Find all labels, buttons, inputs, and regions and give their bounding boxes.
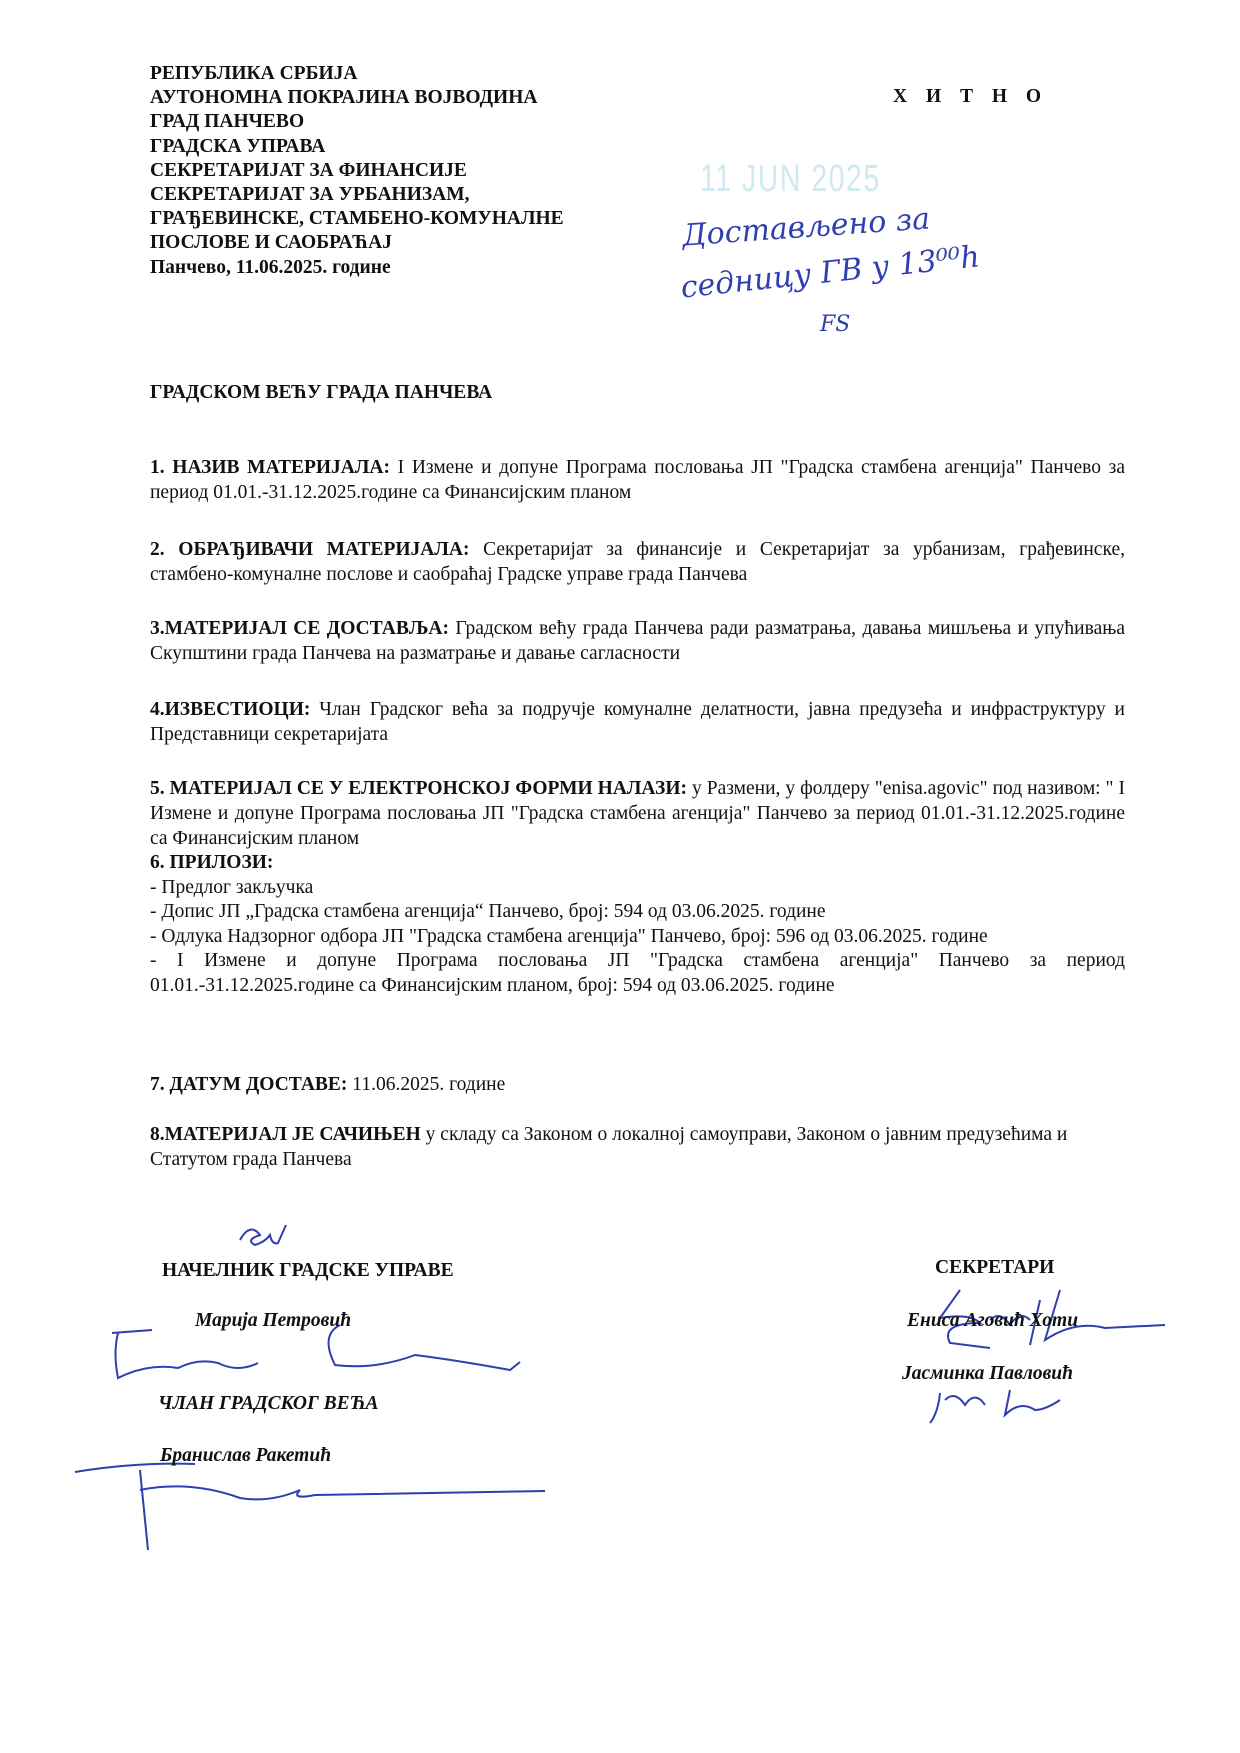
section-label: 5. МАТЕРИЈАЛ СЕ У ЕЛЕКТРОНСКОЈ ФОРМИ НАЛАЗИ: <box>150 778 687 799</box>
header-line: СЕКРЕТАРИЈАТ ЗА УРБАНИЗАМ, <box>150 184 470 206</box>
attachment-item: - I Измене и допуне Програма пословања ЈП "Градска стамбена агенција" Панчево за период 01.01.-31.12.2025.године са Финансијским планом, број: 594 од 03.06.2025. године <box>150 950 1125 996</box>
attachment-item: - Допис ЈП „Градска стамбена агенција“ Панчево, број: 594 од 03.06.2025. године <box>150 901 826 922</box>
section-label: 1. НАЗИВ МАТЕРИЈАЛА: <box>150 457 390 478</box>
header-line: ГРАД ПАНЧЕВО <box>150 111 305 133</box>
section-label: 3.МАТЕРИЈАЛ СЕ ДОСТАВЉА: <box>150 618 449 639</box>
attachment-item: - Одлука Надзорног одбора ЈП "Градска стамбена агенција" Панчево, број: 596 од 03.06.2025. године <box>150 925 988 947</box>
header-line: ГРАДСКА УПРАВА <box>150 135 326 157</box>
header-date: Панчево, 11.06.2025. године <box>150 256 391 278</box>
section-text: Секретаријат за финансије и Секретаријат за урбанизам, грађевинске, стамбено-комуналне послове и саобраћај Градске управе града Панчева <box>150 539 1125 585</box>
urgent-label: Х И Т Н О <box>893 86 1049 107</box>
compliance-label: 8.МАТЕРИЈАЛ ЈЕ САЧИЊЕН <box>150 1124 421 1145</box>
header-line: РЕПУБЛИКА СРБИЈА <box>150 63 358 84</box>
handwritten-initials: FS <box>820 312 851 337</box>
secretaries-title: СЕКРЕТАРИ <box>935 1257 1055 1278</box>
handwritten-note-line1: Достављено за <box>681 201 932 254</box>
received-stamp: 11 JUN 2025 <box>700 158 881 200</box>
signature-council <box>75 1464 545 1550</box>
attachment-item: - Предлог закључка <box>150 876 314 898</box>
attachments-label: 6. ПРИЛОЗИ: <box>150 852 274 873</box>
compliance-text: у складу са Законом о локалној самоуправи, Законом о јавним предузећима и Статутом града Панчева <box>150 1124 1068 1170</box>
secretary-name-2: Јасминка Павловић <box>902 1363 1073 1384</box>
section-text: I Измене и допуне Програма пословања ЈП "Градска стамбена агенција" Панчево за период 01.01.-31.12.2025.године са Финансијским планом <box>150 457 1125 503</box>
signature-right-2 <box>930 1390 1060 1423</box>
section-label: 4.ИЗВЕСТИОЦИ: <box>150 699 311 720</box>
section-text: Члан Градског већа за подручје комуналне делатности, јавна предузећа и инфраструктуру и Представници секретаријата <box>150 699 1125 745</box>
handwritten-note-line2: седницу ГВ у 13⁰⁰h <box>678 239 982 306</box>
head-of-administration-title: НАЧЕЛНИК ГРАДСКЕ УПРАВЕ <box>162 1260 454 1281</box>
council-member-title: ЧЛАН ГРАДСКОГ ВЕЋА <box>158 1393 379 1414</box>
head-of-administration-name: Марија Петровић <box>195 1310 352 1331</box>
delivery-text: 11.06.2025. године <box>347 1074 506 1095</box>
header-line: АУТОНОМНА ПОКРАЈИНА ВОЈВОДИНА <box>150 87 538 109</box>
delivery-label: 7. ДАТУМ ДОСТАВЕ: <box>150 1074 348 1095</box>
header-line: ПОСЛОВЕ И САОБРАЋАЈ <box>150 232 393 254</box>
secretary-name-1: Ениса Аговић Хоти <box>907 1310 1079 1331</box>
section-label: 2. ОБРАЂИВАЧИ МАТЕРИЈАЛА: <box>150 539 470 560</box>
section-text: у Размени, у фолдеру "enisa.agovic" под називом: " I Измене и допуне Програма пословања ЈП "Градска стамбена агенција" Панчево за период 01.01.-31.12.2025.године са Финансијским планом <box>150 778 1126 849</box>
council-member-name: Бранислав Ракетић <box>160 1445 332 1466</box>
section-text: Градском већу града Панчева ради разматрања, давања мишљења и упућивања Скупштини града Панчева на разматрање и давање сагласности <box>150 618 1125 664</box>
addressee: ГРАДСКОМ ВЕЋУ ГРАДА ПАНЧЕВА <box>150 382 493 403</box>
header-line: СЕКРЕТАРИЈАТ ЗА ФИНАНСИЈЕ <box>150 159 467 181</box>
initials-mark <box>240 1225 286 1245</box>
signature-left <box>112 1325 520 1378</box>
header-line: ГРАЂЕВИНСКЕ, СТАМБЕНО-КОМУНАЛНЕ <box>150 208 564 230</box>
